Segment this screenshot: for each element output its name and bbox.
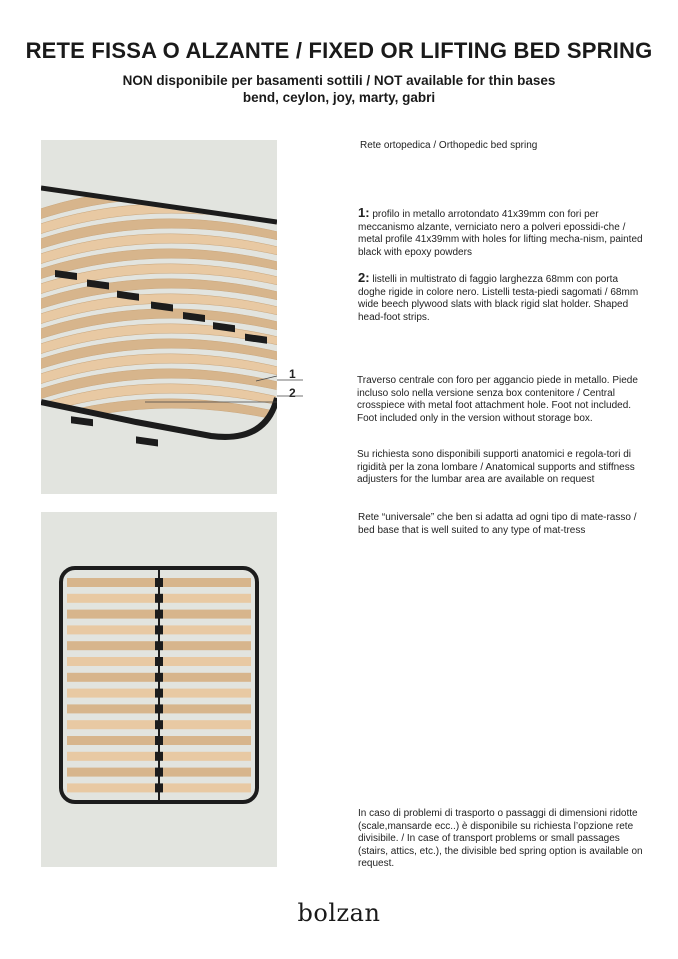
top-slat xyxy=(163,736,251,745)
top-slat xyxy=(163,783,251,792)
top-slat xyxy=(67,610,155,619)
top-slat xyxy=(67,736,155,745)
perspective-bed-spring-drawing xyxy=(41,140,277,494)
top-slat xyxy=(67,625,155,634)
top-slat xyxy=(163,768,251,777)
top-slat xyxy=(163,625,251,634)
top-slat xyxy=(163,578,251,587)
orthopedic-label: Rete ortopedica / Orthopedic bed spring xyxy=(360,140,538,151)
slat-holder xyxy=(136,436,158,446)
page-subtitle xyxy=(0,72,678,106)
supports-description: Su richiesta sono disponibili supporti anatomici e regola-tori di rigidità per la zona lombare / Anatomical supports and stiffness adjusters for the lumbar area are available on request xyxy=(357,449,635,485)
top-slat xyxy=(67,673,155,682)
subtitle-line-1: NON disponibile per basamenti sottili / NOT available for thin bases xyxy=(122,73,556,88)
page-title: RETE FISSA O ALZANTE / FIXED OR LIFTING BED SPRING xyxy=(25,38,653,63)
top-slat xyxy=(67,578,155,587)
item-2-number: 2: xyxy=(358,270,370,285)
top-slat xyxy=(163,689,251,698)
top-slat xyxy=(163,704,251,713)
top-slat xyxy=(163,673,251,682)
item-1-number: 1: xyxy=(358,205,370,220)
top-slat xyxy=(163,610,251,619)
top-slat xyxy=(67,657,155,666)
top-slat xyxy=(67,689,155,698)
top-slat xyxy=(163,720,251,729)
item-2-text: listelli in multistrato di faggio larghezza 68mm con porta doghe rigide in colore nero. Listelli testa-piedi sagomati / 68mm wide beech plywood slats with black rigid slat holder. Shaped head-foot strips. xyxy=(358,274,639,323)
item-1-description xyxy=(358,207,648,259)
top-view-bed-spring-image xyxy=(41,512,277,867)
top-slat xyxy=(67,720,155,729)
top-slat xyxy=(67,641,155,650)
perspective-bed-spring-image xyxy=(41,140,277,494)
subtitle-line-2: bend, ceylon, joy, marty, gabri xyxy=(242,90,436,105)
callout-label-2: 2 xyxy=(289,386,296,400)
top-view-bed-spring-drawing xyxy=(41,512,277,867)
crosspiece-description: Traverso centrale con foro per aggancio piede in metallo. Piede incluso solo nella versione senza box contenitore / Central crosspiece with metal foot attachment hole. Foot not included. Foot included only in the version without storage box. xyxy=(357,375,638,424)
item-2-description xyxy=(358,272,648,324)
top-slat xyxy=(163,657,251,666)
universal-description: Rete “universale” che ben si adatta ad ogni tipo di mate-rasso / bed base that is well suited to any type of mat-tress xyxy=(358,512,637,536)
divisible-description: In caso di problemi di trasporto o passaggi di dimensioni ridotte (scale,mansarde ecc..) è disponibile su richiesta l’opzione rete divisibile. / In case of transport problems or small passages (stairs, attics, etc.), the divisible bed spring option is available on request. xyxy=(358,808,643,869)
callout-label-1: 1 xyxy=(289,367,296,381)
top-slat xyxy=(67,594,155,603)
top-slat xyxy=(67,783,155,792)
item-1-text: profilo in metallo arrotondato 41x39mm con fori per meccanismo alzante, verniciato nero a polveri epossidi-che / metal profile 41x39mm with holes for lifting mecha-nism, painted black with epoxy powders xyxy=(358,209,643,258)
top-slat xyxy=(67,752,155,761)
top-slat xyxy=(67,768,155,777)
top-slat xyxy=(67,704,155,713)
top-slat xyxy=(163,752,251,761)
top-slat xyxy=(163,641,251,650)
slat-holder xyxy=(71,416,93,426)
brand-logo: bolzan xyxy=(297,899,381,927)
callout-extension xyxy=(277,370,307,410)
top-slat xyxy=(163,594,251,603)
